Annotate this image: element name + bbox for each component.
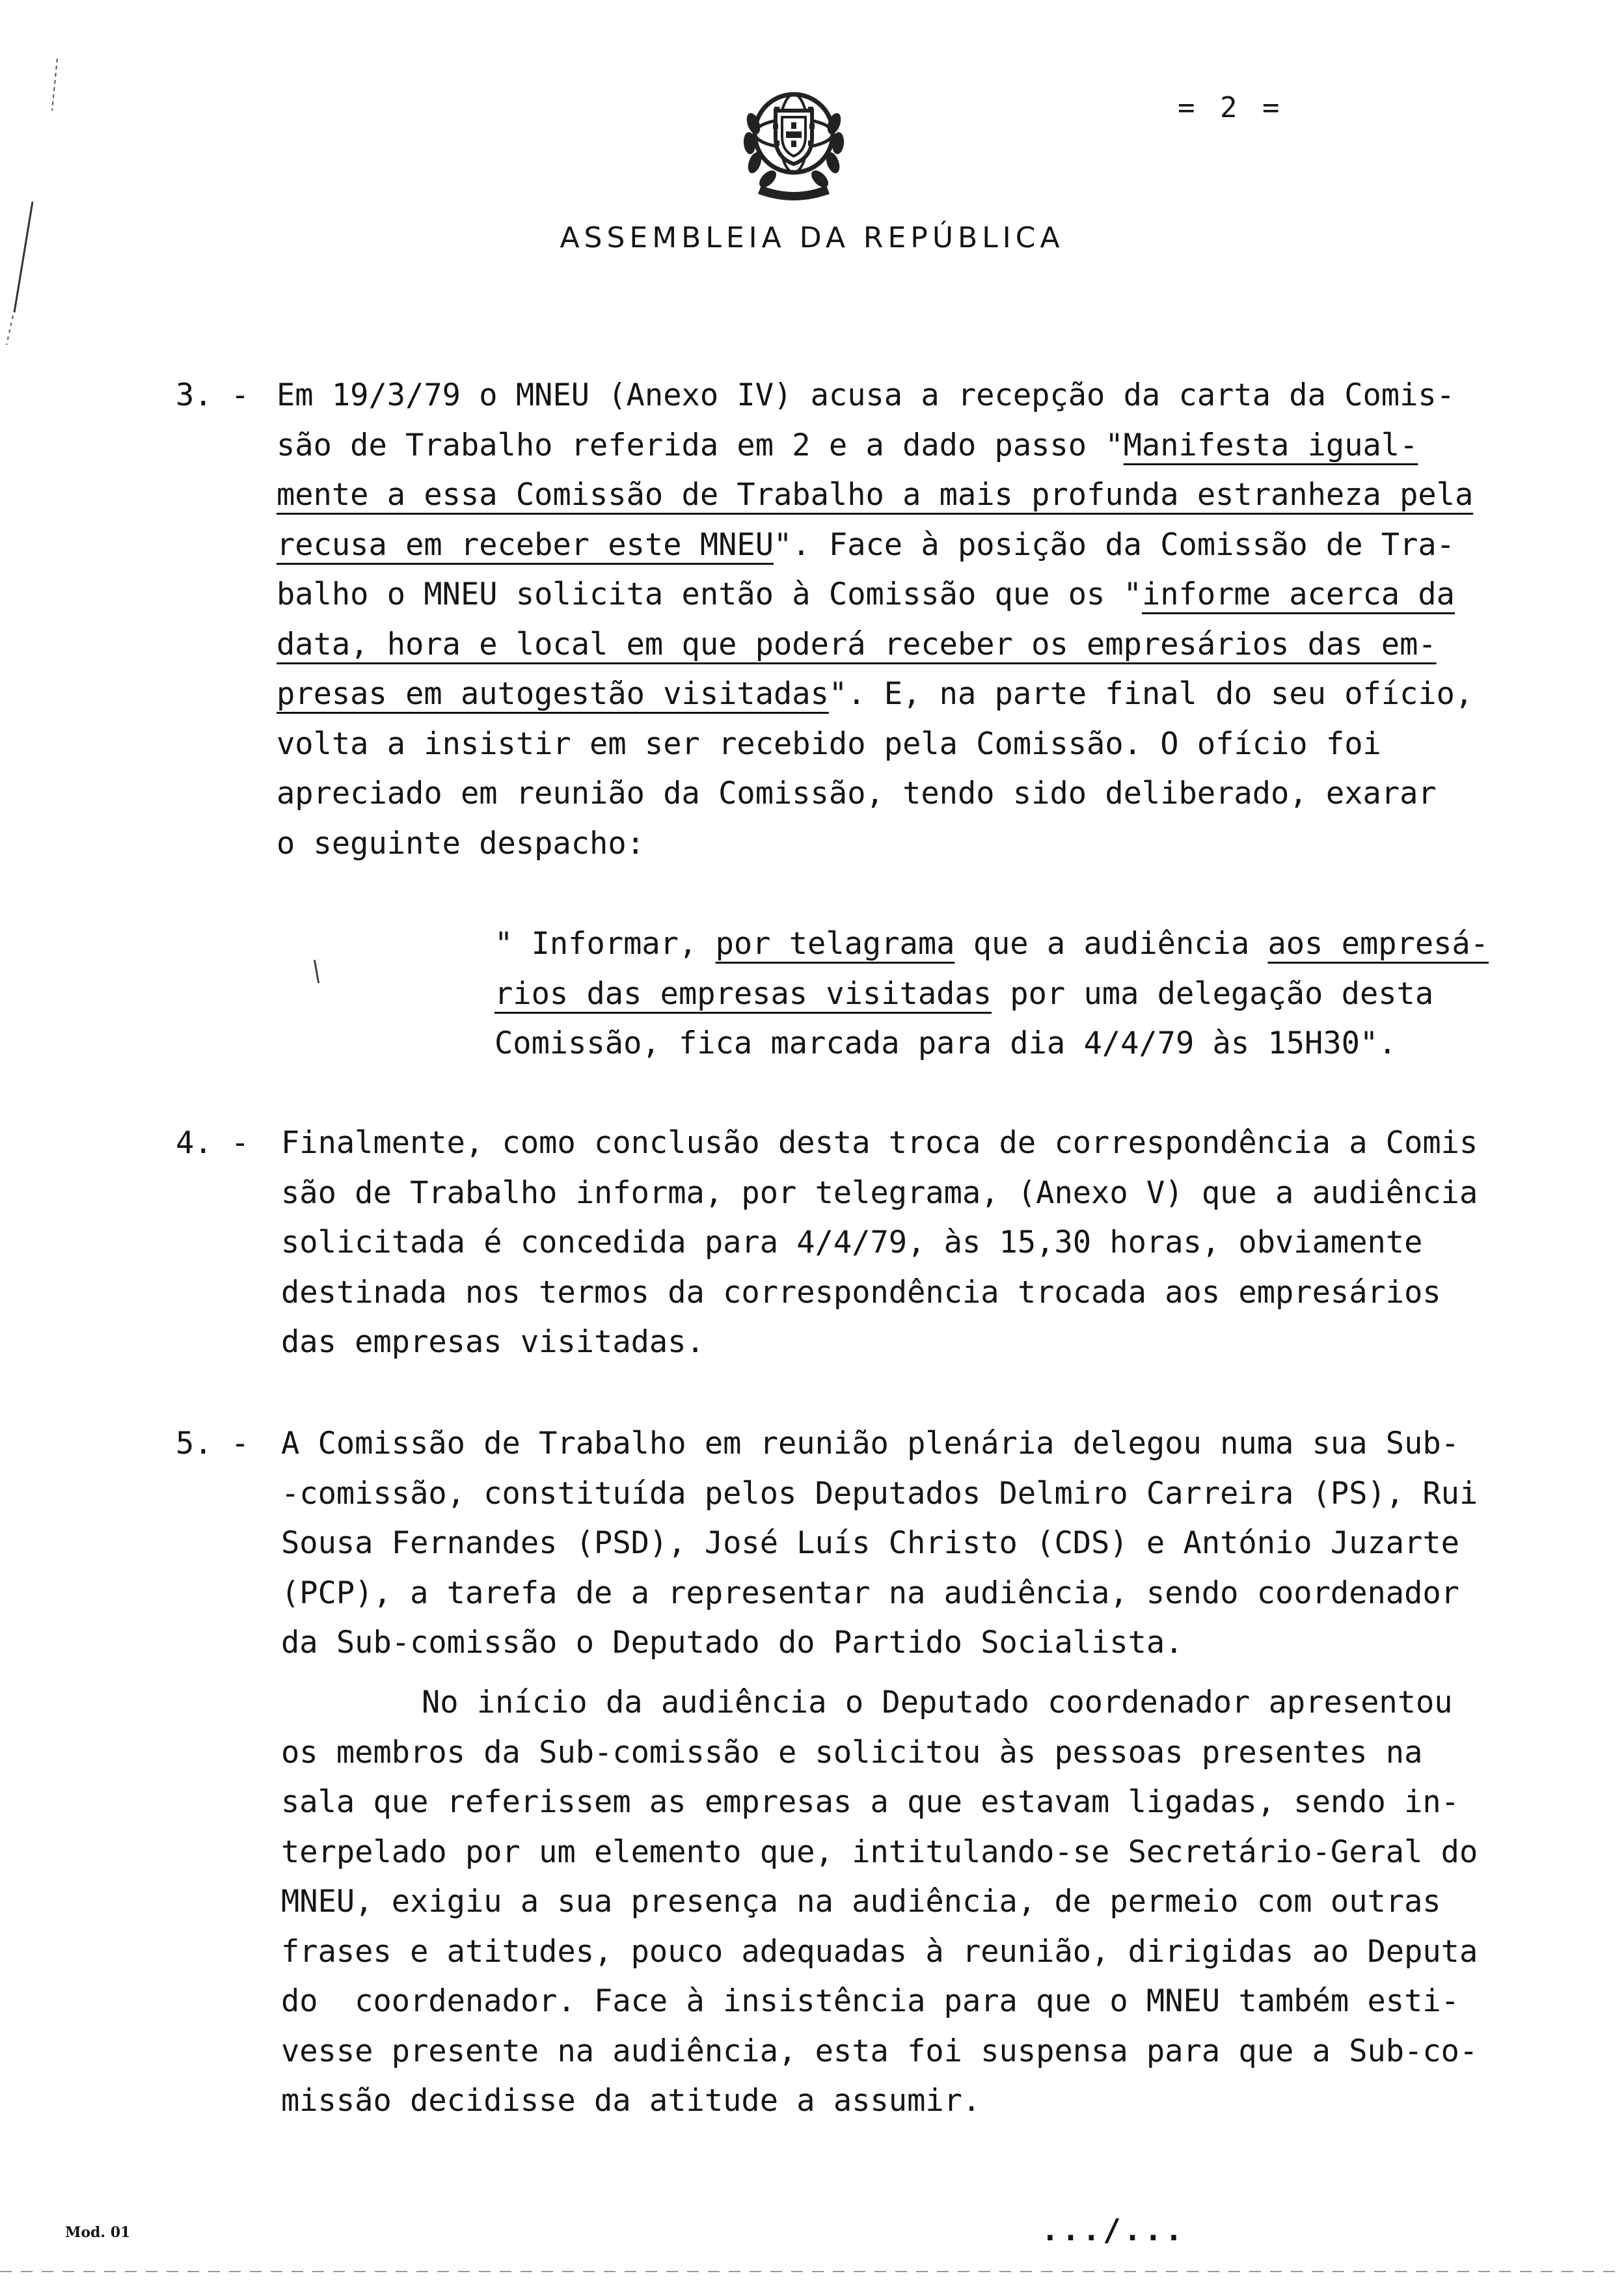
text-run: frases e atitudes, pouco adequadas à reunião, dirigidas ao Deputa [281,1933,1478,1970]
text-run: o seguinte despacho: [277,825,645,862]
text-run: Em 19/3/79 o MNEU (Anexo IV) acusa a recepção da carta da Comis- [277,377,1455,413]
text-run: por uma delegação desta [992,975,1434,1012]
paragraph-6-line [281,1933,1478,1970]
paragraph-6-line [281,1983,1459,2019]
text-run: da Sub-comissão o Deputado do Partido Socialista. [281,1625,1184,1661]
text-run: das empresas visitadas. [281,1324,705,1360]
underlined-text: rios das empresas visitadas [494,975,992,1012]
paragraph-5-line [281,1525,1459,1561]
underlined-text: por telagrama [715,926,955,962]
text-run: solicitada é concedida para 4/4/79, às 15,30 horas, obviamente [281,1225,1423,1260]
bottom-edge-rule [0,2271,1624,2272]
paragraph-3-line [277,825,645,862]
paragraph-4-line [281,1125,1478,1161]
paragraph-4-line [281,1174,1478,1211]
page-number: = 2 = [1178,91,1284,124]
paragraph-3-line [277,676,1474,712]
paragraph-6-line [281,1784,1459,1820]
paragraph-5-line [281,1475,1478,1512]
text-run: Comissão, fica marcada para dia 4/4/79 às 15H30". [494,1025,1397,1061]
text-run: são de Trabalho referida em 2 e a dado passo " [277,427,1124,463]
paragraph-4-line [281,1274,1441,1310]
paragraph-3-line [277,579,1455,610]
margin-pencil-marks [0,52,78,351]
paragraph-6-line [281,2083,981,2119]
paragraph-6-line [281,1834,1478,1870]
text-run: volta a insistir em ser recebido pela Comissão. O ofício foi [277,726,1381,762]
underlined-text: recusa em receber este MNEU [277,526,774,563]
paragraph-3-line [277,626,1437,662]
text-run: destinada nos termos da correspondência trocada aos empresários [281,1274,1441,1310]
paragraph-5-line [281,1428,1459,1459]
text-run: terpelado por um elemento que, intitulando-se Secretário-Geral do [281,1834,1478,1870]
paragraph-3-line [277,526,1455,563]
paragraph-4-line [281,1324,705,1360]
item-number-5: 5. - [176,1426,250,1461]
text-run: sala que referissem as empresas a que estavam ligadas, sendo in- [281,1784,1459,1820]
quoted-decision-line [494,926,1489,962]
quoted-decision-line [494,975,1434,1012]
underlined-text: mente a essa Comissão de Trabalho a mais profunda estranheza pela [277,477,1474,513]
text-run: que a audiência [954,926,1268,962]
item-number-3: 3. - [176,377,250,413]
text-run: -comissão, constituída pelos Deputados Delmiro Carreira (PS), Rui [281,1475,1478,1512]
text-run: vesse presente na audiência, esta foi suspensa para que a Sub-co- [281,2033,1478,2069]
paragraph-6-line [281,1884,1441,1920]
text-run: (PCP), a tarefa de a representar na audiência, sendo coordenador [281,1575,1459,1611]
text-run: os membros da Sub-comissão e solicitou às pessoas presentes na [281,1734,1423,1771]
paragraph-6-line [422,1687,1453,1718]
paragraph-3-line [277,726,1381,762]
quoted-decision-line [494,1025,1397,1061]
text-run: No início da audiência o Deputado coordenador apresentou [422,1685,1453,1720]
coat-of-arms-icon [735,78,852,202]
text-run: ". Face à posição da Comissão de Tra- [774,526,1455,563]
text-run: MNEU, exigiu a sua presença na audiência, de permeio com outras [281,1884,1441,1920]
text-run: A Comissão de Trabalho em reunião plenária delegou numa sua Sub- [281,1426,1459,1461]
paragraph-3-line [277,427,1418,463]
underlined-text: informe acerca da [1141,577,1455,612]
institution-heading: ASSEMBLEIA DA REPÚBLICA [560,221,1064,254]
paragraph-4-line [281,1227,1422,1258]
text-run: balho o MNEU solicita então à Comissão que os " [277,577,1142,612]
form-code: Mod. 01 [65,2224,131,2241]
text-run: ". E, na parte final do seu ofício, [828,676,1474,712]
paragraph-3-line [277,778,1437,809]
paragraph-6-line [281,1734,1423,1771]
paragraph-3-line [277,477,1474,513]
text-run: são de Trabalho informa, por telegrama, (Anexo V) que a audiência [281,1174,1478,1211]
text-run: Sousa Fernandes (PSD), José Luís Christo (CDS) e António Juzarte [281,1525,1459,1561]
paragraph-6-line [281,2033,1478,2069]
underlined-text: Manifesta igual- [1123,427,1418,463]
text-run: Finalmente, como conclusão desta troca de correspondência a Comis [281,1125,1478,1161]
underlined-text: aos empresá- [1267,926,1489,962]
paragraph-3-line [277,377,1455,413]
stray-pen-mark [314,960,319,983]
underlined-text: data, hora e local em que poderá receber os empresários das em- [277,626,1437,662]
text-run: do coordenador. Face à insistência para que o MNEU também esti- [281,1983,1459,2019]
continuation-mark: .../... [1041,2212,1185,2247]
underlined-text: presas em autogestão visitadas [277,676,829,712]
text-run: missão decidisse da atitude a assumir. [281,2083,981,2119]
text-run: apreciado em reunião da Comissão, tendo sido deliberado, exarar [277,776,1437,811]
paragraph-5-line [281,1625,1184,1661]
paragraph-5-line [281,1575,1459,1611]
text-run: " Informar, [494,926,716,962]
item-number-4: 4. - [176,1125,250,1161]
